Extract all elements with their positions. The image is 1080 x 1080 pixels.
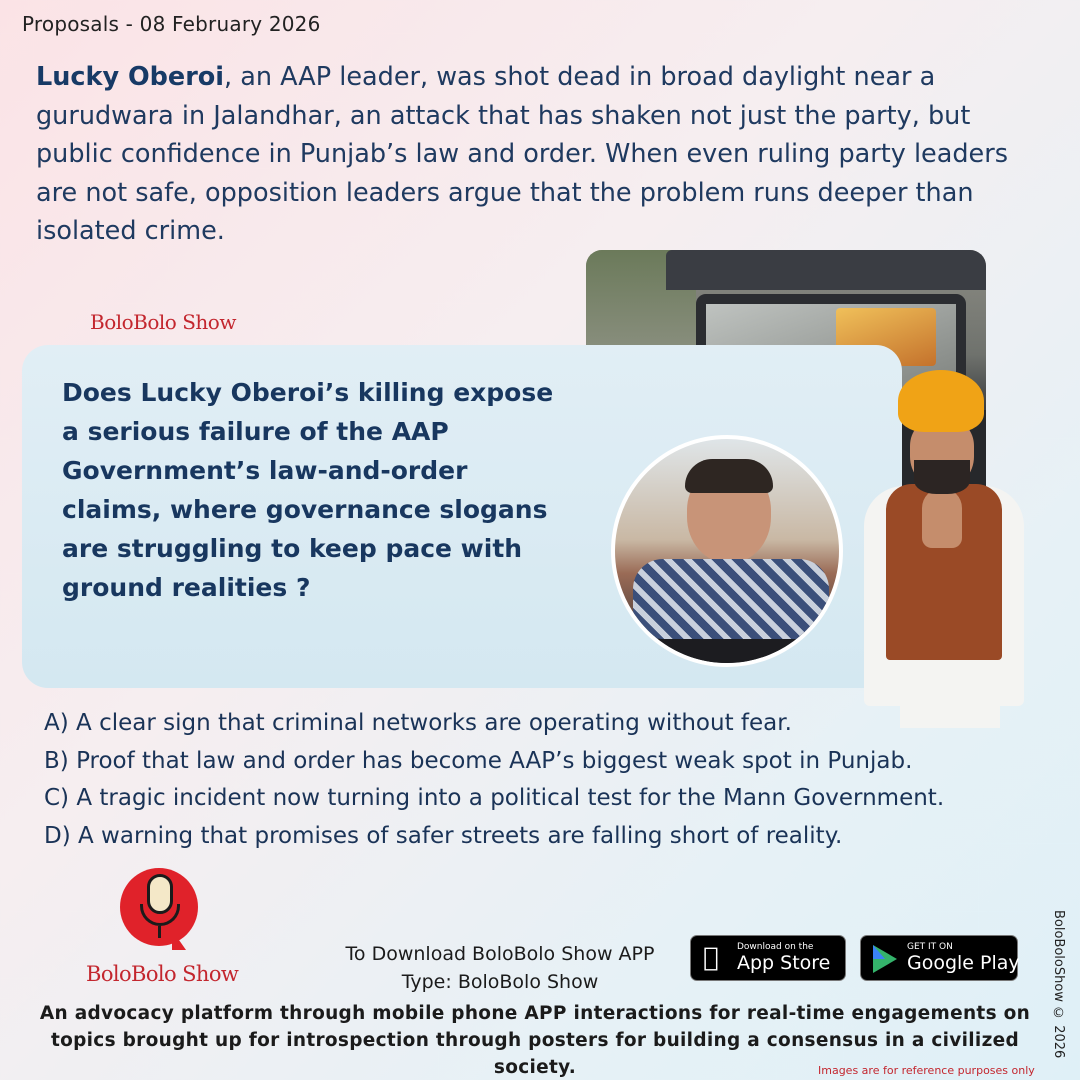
politician-folded-hands: [922, 488, 962, 548]
options-list: [44, 705, 1074, 855]
intro-name: Lucky Oberoi: [36, 62, 225, 92]
download-instructions: [330, 940, 670, 996]
footer-text: An advocacy platform through mobile phone APP interactions for real-time engagements on topics brought up for introspection through posters for building a consensus in a civilized society.: [39, 1003, 1031, 1078]
option-c[interactable]: C) A tragic incident now turning into a political test for the Mann Government.: [44, 785, 945, 811]
portrait-hair: [685, 459, 773, 493]
brand-name-bottom: BoloBolo Show: [86, 962, 239, 986]
brand-name-top: BoloBolo Show: [90, 310, 236, 334]
intro-paragraph: [36, 58, 1046, 251]
download-line-2: Type: BoloBolo Show: [401, 971, 599, 993]
car-roof: [666, 250, 986, 290]
politician-photo: [856, 368, 1036, 728]
politician-turban: [898, 370, 984, 432]
copyright-text: BoloBoloShow © 2026: [1051, 910, 1066, 1059]
google-play-small-label: GET IT ON: [907, 942, 953, 952]
app-store-small-label: Download on the: [737, 942, 814, 952]
google-play-button[interactable]: [860, 935, 1018, 981]
option-b[interactable]: B) Proof that law and order has become AAP’s biggest weak spot in Punjab.: [44, 747, 913, 774]
intro-text: , an AAP leader, was shot dead in broad daylight near a gurudwara in Jalandhar, an attack that has shaken not just the party, but public confidence in Punjab’s law and order. When even ruling party leaders are not safe, opposition leaders argue that the problem runs deeper than isolated crime.: [36, 62, 1009, 246]
apple-icon: [703, 944, 719, 972]
option-d[interactable]: D) A warning that promises of safer streets are falling short of reality.: [44, 822, 843, 849]
logo-mic: [147, 874, 173, 914]
logo-mic-pole: [158, 926, 161, 938]
page-header: Proposals - 08 February 2026: [22, 12, 321, 36]
portrait-photo: [611, 435, 843, 667]
portrait-scarf: [633, 559, 829, 639]
download-line-1: To Download BoloBolo Show APP: [345, 943, 655, 965]
question-text: Does Lucky Oberoi’s killing expose a serious failure of the AAP Government’s law-and-order claims, where governance slogans are struggling to keep pace with ground realities ?: [62, 378, 554, 602]
app-store-button[interactable]: [690, 935, 846, 981]
option-a[interactable]: A) A clear sign that criminal networks are operating without fear.: [44, 710, 792, 736]
google-play-icon-accent: [873, 945, 885, 959]
disclaimer-text: Images are for reference purposes only: [818, 1064, 1035, 1077]
app-store-big-label: App Store: [737, 952, 831, 974]
microphone-logo-icon: [120, 868, 198, 960]
logo-bubble-tail: [172, 930, 186, 950]
google-play-big-label: Google Play: [907, 952, 1020, 974]
politician-beard: [914, 460, 970, 494]
